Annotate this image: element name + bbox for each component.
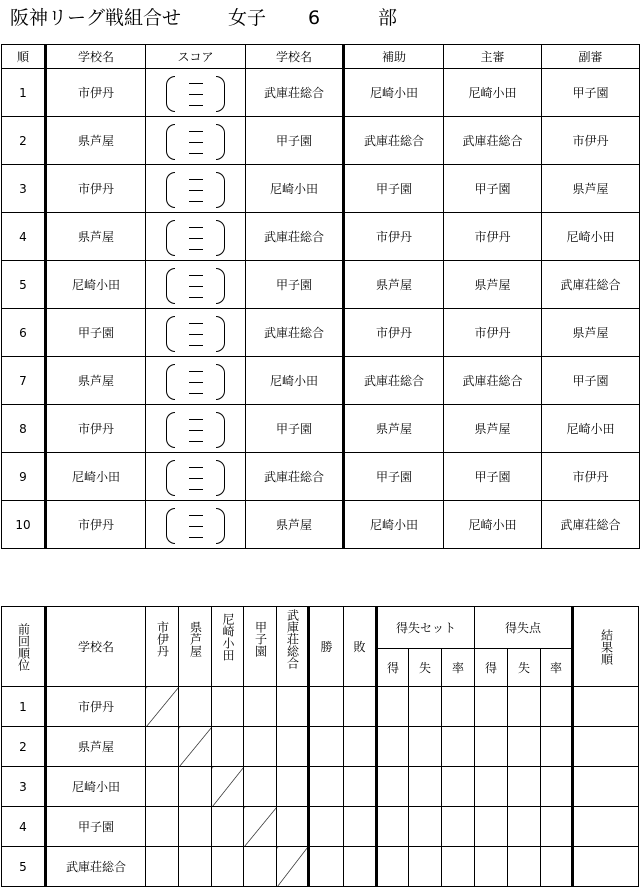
set-gain[interactable] [377, 807, 409, 847]
set-rate[interactable] [442, 687, 475, 727]
match-order: 3 [2, 165, 46, 213]
score-line [189, 430, 203, 431]
match-sub-referee: 甲子園 [542, 69, 640, 117]
match-sub-referee: 県芦屋 [542, 165, 640, 213]
header-loss: 敗 [344, 607, 377, 687]
score-brackets [146, 214, 245, 260]
match-row [2, 261, 640, 309]
match-assist: 県芦屋 [344, 261, 444, 309]
right-bracket [216, 172, 225, 208]
header-point-lose: 失 [508, 649, 541, 687]
match-assist: 尼崎小田 [344, 501, 444, 549]
match-school-b: 武庫荘総合 [246, 213, 344, 261]
score-cell[interactable] [146, 309, 246, 357]
prev-rank: 4 [2, 807, 46, 847]
right-bracket [216, 508, 225, 544]
match-referee: 武庫荘総合 [444, 117, 542, 165]
standings-school: 甲子園 [46, 807, 146, 847]
match-school-a: 市伊丹 [46, 501, 146, 549]
score-cell[interactable] [146, 261, 246, 309]
point-gain[interactable] [475, 807, 508, 847]
score-brackets [146, 70, 245, 116]
right-bracket [216, 76, 225, 112]
score-line [189, 489, 203, 490]
result-cell[interactable] [277, 687, 309, 727]
set-rate[interactable] [442, 807, 475, 847]
match-assist: 武庫荘総合 [344, 117, 444, 165]
score-brackets [146, 166, 245, 212]
match-row [2, 453, 640, 501]
left-bracket [166, 172, 175, 208]
right-bracket [216, 316, 225, 352]
score-cell[interactable] [146, 165, 246, 213]
header-prev-rank: 前回順位 [2, 607, 46, 687]
score-line [189, 190, 203, 191]
point-rate[interactable] [541, 767, 573, 807]
score-cell[interactable] [146, 357, 246, 405]
match-row [2, 357, 640, 405]
right-bracket [216, 364, 225, 400]
left-bracket [166, 124, 175, 160]
match-school-b: 甲子園 [246, 405, 344, 453]
match-school-b: 甲子園 [246, 261, 344, 309]
result-cell[interactable] [277, 767, 309, 807]
match-referee: 武庫荘総合 [444, 357, 542, 405]
point-gain[interactable] [475, 687, 508, 727]
match-row [2, 165, 640, 213]
match-sub-referee: 尼崎小田 [542, 213, 640, 261]
score-brackets [146, 502, 245, 548]
score-cell[interactable] [146, 117, 246, 165]
header-score: スコア [146, 45, 246, 69]
match-school-a: 尼崎小田 [46, 453, 146, 501]
result-cell[interactable] [277, 807, 309, 847]
point-gain[interactable] [475, 727, 508, 767]
score-brackets [146, 118, 245, 164]
match-school-a: 県芦屋 [46, 117, 146, 165]
set-rate[interactable] [442, 767, 475, 807]
match-order: 1 [2, 69, 46, 117]
header-opp-4: 甲子園 [244, 607, 277, 687]
standings-header-top [2, 607, 639, 649]
match-order: 5 [2, 261, 46, 309]
score-line [189, 537, 203, 538]
result-cell[interactable] [179, 807, 212, 847]
match-sub-referee: 武庫荘総合 [542, 261, 640, 309]
standings-school: 市伊丹 [46, 687, 146, 727]
header-set-rate: 率 [442, 649, 475, 687]
match-school-a: 市伊丹 [46, 69, 146, 117]
match-sub-referee: 甲子園 [542, 357, 640, 405]
point-lose[interactable] [508, 807, 541, 847]
match-referee: 市伊丹 [444, 309, 542, 357]
point-lose[interactable] [508, 727, 541, 767]
result-cell[interactable] [212, 687, 244, 727]
score-line [189, 382, 203, 383]
score-line [189, 345, 203, 346]
point-rate[interactable] [541, 687, 573, 727]
score-line [189, 105, 203, 106]
prev-rank: 1 [2, 687, 46, 727]
result-cell[interactable] [244, 767, 277, 807]
result-cell[interactable] [146, 727, 179, 767]
match-referee: 市伊丹 [444, 213, 542, 261]
score-line [189, 467, 203, 468]
standings-row [2, 727, 639, 767]
score-line [189, 334, 203, 335]
result-cell[interactable] [244, 727, 277, 767]
result-cell[interactable] [179, 767, 212, 807]
final-rank[interactable] [573, 687, 639, 727]
right-bracket [216, 412, 225, 448]
match-order: 8 [2, 405, 46, 453]
set-lose[interactable] [409, 687, 442, 727]
score-line [189, 371, 203, 372]
standings-row [2, 847, 639, 887]
match-school-a: 県芦屋 [46, 213, 146, 261]
match-assist: 市伊丹 [344, 213, 444, 261]
final-rank[interactable] [573, 727, 639, 767]
header-result: 結果順 [573, 607, 639, 687]
match-school-a: 市伊丹 [46, 165, 146, 213]
score-line [189, 441, 203, 442]
header-opp-2: 県芦屋 [179, 607, 212, 687]
score-line [189, 201, 203, 202]
left-bracket [166, 508, 175, 544]
match-referee: 甲子園 [444, 165, 542, 213]
score-brackets [146, 406, 245, 452]
win-count[interactable] [309, 687, 344, 727]
score-cell[interactable] [146, 501, 246, 549]
result-cell[interactable] [244, 687, 277, 727]
loss-count[interactable] [344, 687, 377, 727]
match-row [2, 213, 640, 261]
header-school-b: 学校名 [246, 45, 344, 69]
point-lose[interactable] [508, 767, 541, 807]
left-bracket [166, 268, 175, 304]
loss-count[interactable] [344, 727, 377, 767]
win-count[interactable] [309, 767, 344, 807]
header-point-group: 得失点 [475, 607, 573, 649]
match-school-b: 尼崎小田 [246, 165, 344, 213]
standings-row [2, 687, 639, 727]
score-line [189, 227, 203, 228]
point-gain[interactable] [475, 767, 508, 807]
score-cell[interactable] [146, 405, 246, 453]
score-line [189, 249, 203, 250]
score-line [189, 515, 203, 516]
final-rank[interactable] [573, 847, 639, 887]
header-win: 勝 [309, 607, 344, 687]
standings-school: 武庫荘総合 [46, 847, 146, 887]
result-cell[interactable] [146, 847, 179, 887]
set-gain[interactable] [377, 687, 409, 727]
result-cell[interactable] [146, 807, 179, 847]
match-order: 9 [2, 453, 46, 501]
header-referee: 主審 [444, 45, 542, 69]
left-bracket [166, 220, 175, 256]
match-school-a: 尼崎小田 [46, 261, 146, 309]
score-brackets [146, 454, 245, 500]
match-table-header [2, 45, 640, 69]
match-school-a: 甲子園 [46, 309, 146, 357]
match-school-b: 武庫荘総合 [246, 453, 344, 501]
header-order: 順 [2, 45, 46, 69]
result-cell[interactable] [146, 767, 179, 807]
header-point-rate: 率 [541, 649, 573, 687]
set-lose[interactable] [409, 767, 442, 807]
match-assist: 甲子園 [344, 453, 444, 501]
match-referee: 県芦屋 [444, 405, 542, 453]
result-cell[interactable] [212, 807, 244, 847]
match-school-b: 県芦屋 [246, 501, 344, 549]
match-assist: 市伊丹 [344, 309, 444, 357]
score-line [189, 478, 203, 479]
self-match-diagonal [244, 807, 277, 847]
header-opp-3: 尼崎小田 [212, 607, 244, 687]
match-schedule-table [1, 44, 640, 549]
result-cell[interactable] [179, 847, 212, 887]
right-bracket [216, 124, 225, 160]
match-order: 4 [2, 213, 46, 261]
header-sub-referee: 副審 [542, 45, 640, 69]
score-brackets [146, 358, 245, 404]
score-line [189, 131, 203, 132]
match-order: 7 [2, 357, 46, 405]
point-gain[interactable] [475, 847, 508, 887]
match-referee: 尼崎小田 [444, 501, 542, 549]
point-rate[interactable] [541, 727, 573, 767]
self-match-diagonal [146, 687, 179, 727]
header-school-a: 学校名 [46, 45, 146, 69]
score-line [189, 179, 203, 180]
prev-rank: 3 [2, 767, 46, 807]
prev-rank: 5 [2, 847, 46, 887]
set-gain[interactable] [377, 767, 409, 807]
right-bracket [216, 268, 225, 304]
right-bracket [216, 460, 225, 496]
match-assist: 武庫荘総合 [344, 357, 444, 405]
match-school-b: 武庫荘総合 [246, 69, 344, 117]
self-match-diagonal [212, 767, 244, 807]
header-opp-5: 武庫荘総合 [277, 607, 309, 687]
header-school: 学校名 [46, 607, 146, 687]
score-line [189, 393, 203, 394]
result-cell[interactable] [212, 847, 244, 887]
left-bracket [166, 412, 175, 448]
score-line [189, 153, 203, 154]
loss-count[interactable] [344, 767, 377, 807]
match-school-b: 尼崎小田 [246, 357, 344, 405]
match-school-b: 武庫荘総合 [246, 309, 344, 357]
score-line [189, 286, 203, 287]
standings-row [2, 807, 639, 847]
score-line [189, 526, 203, 527]
match-school-b: 甲子園 [246, 117, 344, 165]
set-lose[interactable] [409, 847, 442, 887]
self-match-diagonal [277, 847, 309, 887]
header-point-gain: 得 [475, 649, 508, 687]
point-lose[interactable] [508, 847, 541, 887]
point-rate[interactable] [541, 807, 573, 847]
match-assist: 県芦屋 [344, 405, 444, 453]
match-row [2, 117, 640, 165]
score-cell[interactable] [146, 69, 246, 117]
match-school-a: 市伊丹 [46, 405, 146, 453]
match-sub-referee: 尼崎小田 [542, 405, 640, 453]
score-brackets [146, 262, 245, 308]
match-sub-referee: 県芦屋 [542, 309, 640, 357]
loss-count[interactable] [344, 807, 377, 847]
header-opp-1: 市伊丹 [146, 607, 179, 687]
loss-count[interactable] [344, 847, 377, 887]
division-number: 6 [308, 7, 321, 29]
win-count[interactable] [309, 847, 344, 887]
league-title: 阪神リーグ戦組合せ [10, 7, 182, 29]
set-gain[interactable] [377, 727, 409, 767]
match-sub-referee: 武庫荘総合 [542, 501, 640, 549]
match-assist: 甲子園 [344, 165, 444, 213]
score-cell[interactable] [146, 453, 246, 501]
header-set-lose: 失 [409, 649, 442, 687]
score-cell[interactable] [146, 213, 246, 261]
set-lose[interactable] [409, 727, 442, 767]
point-rate[interactable] [541, 847, 573, 887]
final-rank[interactable] [573, 807, 639, 847]
header-set-group: 得失セット [377, 607, 475, 649]
match-row [2, 309, 640, 357]
match-row [2, 501, 640, 549]
match-order: 10 [2, 501, 46, 549]
result-cell[interactable] [212, 727, 244, 767]
match-order: 6 [2, 309, 46, 357]
match-referee: 尼崎小田 [444, 69, 542, 117]
score-line [189, 142, 203, 143]
standings-school: 尼崎小田 [46, 767, 146, 807]
score-line [189, 323, 203, 324]
left-bracket [166, 76, 175, 112]
match-order: 2 [2, 117, 46, 165]
score-line [189, 275, 203, 276]
win-count[interactable] [309, 807, 344, 847]
prev-rank: 2 [2, 727, 46, 767]
match-school-a: 県芦屋 [46, 357, 146, 405]
score-line [189, 419, 203, 420]
standings-row [2, 767, 639, 807]
standings-school: 県芦屋 [46, 727, 146, 767]
match-referee: 甲子園 [444, 453, 542, 501]
match-row [2, 69, 640, 117]
match-sub-referee: 市伊丹 [542, 117, 640, 165]
match-sub-referee: 市伊丹 [542, 453, 640, 501]
set-rate[interactable] [442, 847, 475, 887]
set-rate[interactable] [442, 727, 475, 767]
point-lose[interactable] [508, 687, 541, 727]
match-referee: 県芦屋 [444, 261, 542, 309]
right-bracket [216, 220, 225, 256]
score-line [189, 83, 203, 84]
win-count[interactable] [309, 727, 344, 767]
score-line [189, 297, 203, 298]
header-set-gain: 得 [377, 649, 409, 687]
left-bracket [166, 316, 175, 352]
header-assist: 補助 [344, 45, 444, 69]
division-label: 部 [378, 7, 398, 29]
set-gain[interactable] [377, 847, 409, 887]
result-cell[interactable] [179, 687, 212, 727]
result-cell[interactable] [244, 847, 277, 887]
set-lose[interactable] [409, 807, 442, 847]
standings-table [1, 606, 639, 887]
final-rank[interactable] [573, 767, 639, 807]
score-line [189, 94, 203, 95]
left-bracket [166, 364, 175, 400]
self-match-diagonal [179, 727, 212, 767]
match-row [2, 405, 640, 453]
score-line [189, 238, 203, 239]
result-cell[interactable] [277, 727, 309, 767]
match-assist: 尼崎小田 [344, 69, 444, 117]
left-bracket [166, 460, 175, 496]
score-brackets [146, 310, 245, 356]
category-label: 女子 [228, 7, 267, 29]
